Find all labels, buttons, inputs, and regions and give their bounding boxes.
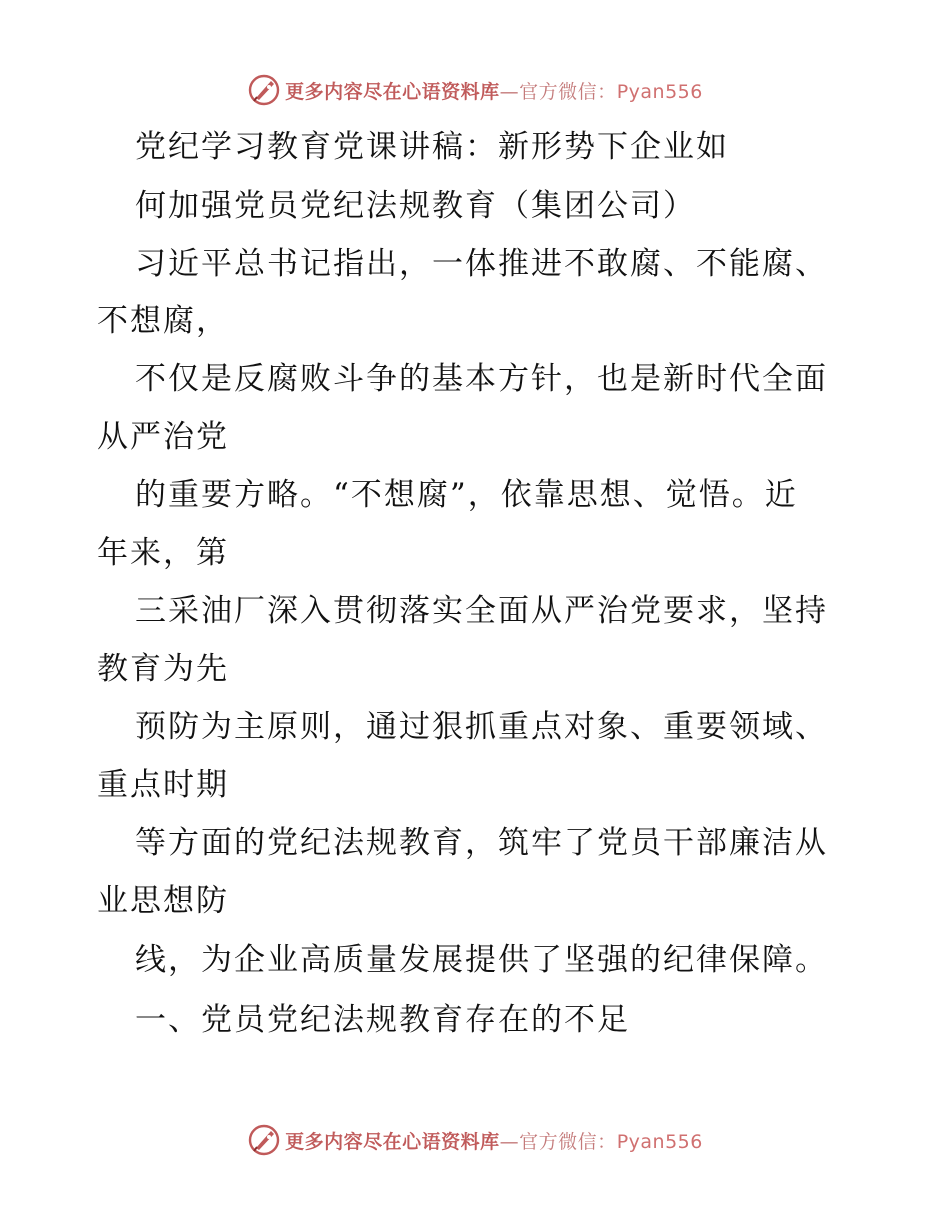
watermark-text <box>285 1127 703 1154</box>
paragraph-line: 业思想防 <box>97 883 229 919</box>
paragraph-line: 重点时期 <box>97 767 229 803</box>
paragraph-line: 线，为企业高质量发展提供了坚强的纪律保障。 <box>135 942 828 978</box>
doc-title-line-1: 党纪学习教育党课讲稿：新形势下企业如 <box>135 129 729 165</box>
paragraph-line: 三采油厂深入贯彻落实全面从严治党要求，坚持 <box>135 593 828 629</box>
watermark-wechat-id: Pyan556 <box>616 80 703 103</box>
paragraph-line: 从严治党 <box>97 419 229 455</box>
watermark-separator: — <box>499 1130 520 1153</box>
footer-watermark <box>0 1120 950 1160</box>
paragraph-line: 年来，第 <box>97 535 229 571</box>
watermark-wechat-label: 官方微信： <box>519 80 617 103</box>
paragraph-line: 等方面的党纪法规教育，筑牢了党员干部廉洁从 <box>135 825 828 861</box>
paragraph-line: 不想腐， <box>97 303 229 339</box>
quill-pen-logo-icon <box>247 1123 281 1157</box>
paragraph-line: 教育为先 <box>97 651 229 687</box>
header-watermark <box>0 70 950 110</box>
paragraph-line: 习近平总书记指出，一体推进不敢腐、不能腐、 <box>135 246 828 282</box>
section-heading: 一、党员党纪法规教育存在的不足 <box>135 1002 630 1038</box>
watermark-wechat-label: 官方微信： <box>519 1130 617 1153</box>
paragraph-line: 不仅是反腐败斗争的基本方针，也是新时代全面 <box>135 361 828 397</box>
quill-pen-logo-icon <box>247 73 281 107</box>
doc-title-line-2: 何加强党员党纪法规教育（集团公司） <box>135 188 696 224</box>
paragraph-line: 预防为主原则，通过狠抓重点对象、重要领域、 <box>135 709 828 745</box>
watermark-separator: — <box>499 80 520 103</box>
paragraph-line: 的重要方略。“不想腐”，依靠思想、觉悟。近 <box>135 477 798 513</box>
watermark-wechat-id: Pyan556 <box>616 1130 703 1153</box>
watermark-main: 更多内容尽在心语资料库 <box>285 80 500 103</box>
watermark-main: 更多内容尽在心语资料库 <box>285 1130 500 1153</box>
watermark-text <box>285 77 703 104</box>
